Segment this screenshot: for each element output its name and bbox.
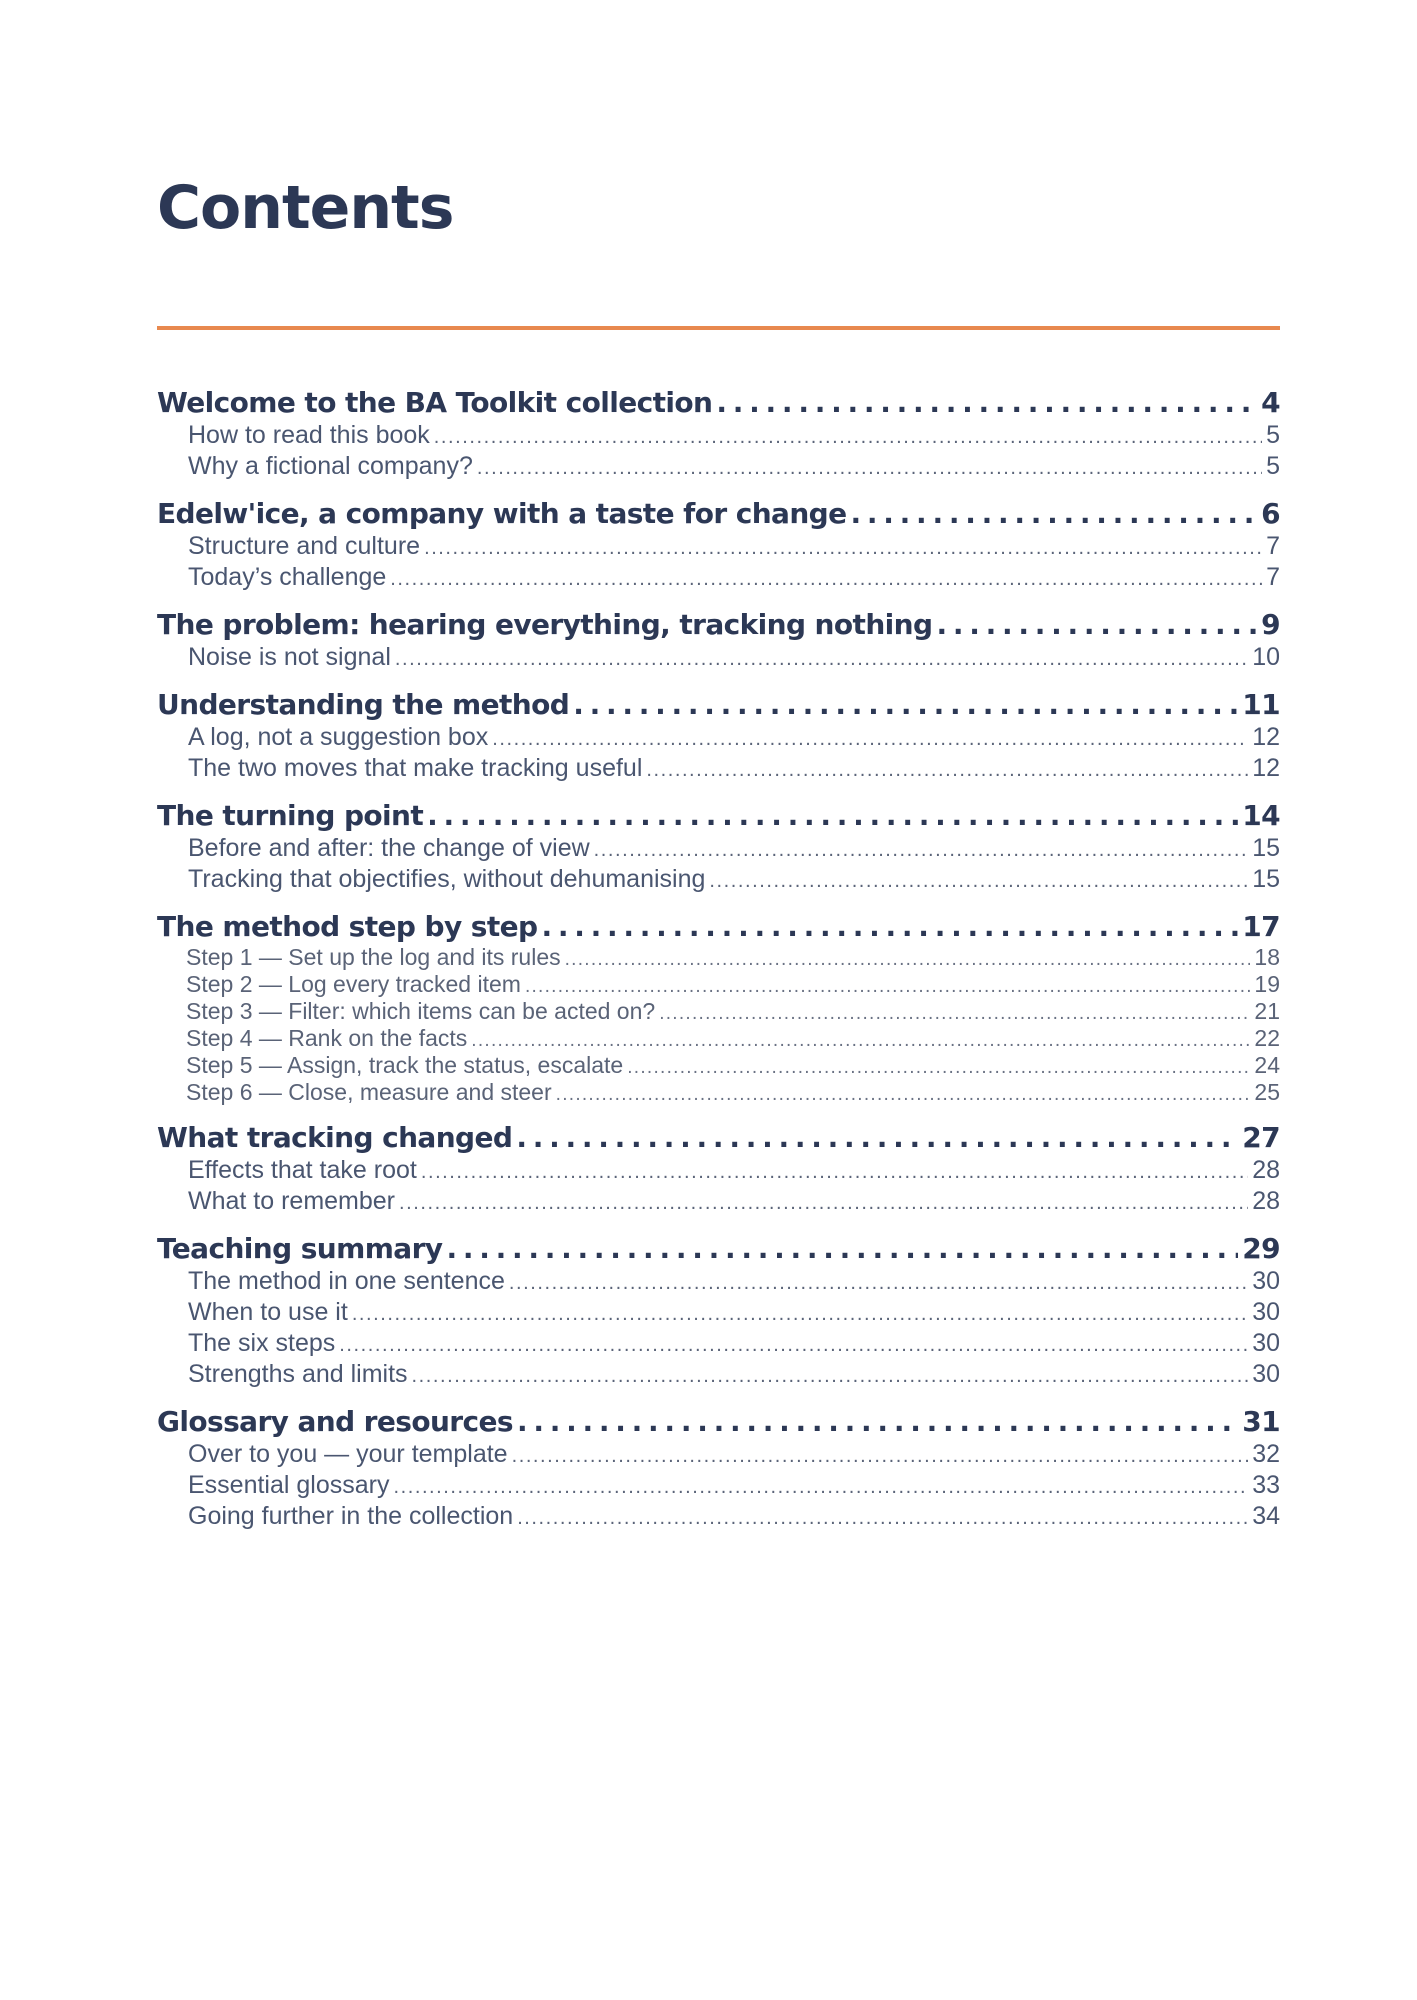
entry-title: The method in one sentence: [188, 1267, 505, 1295]
toc-entry[interactable]: [157, 1471, 1280, 1502]
entry-title: Essential glossary: [188, 1471, 390, 1499]
toc-entry[interactable]: [157, 563, 1280, 594]
dot-leader: [565, 947, 1251, 972]
dot-leader: [434, 423, 1262, 452]
chapter-page-number: 11: [1242, 688, 1280, 721]
dot-leader: [936, 607, 1257, 643]
entry-title: Why a fictional company?: [188, 452, 473, 480]
dot-leader: [517, 1504, 1248, 1533]
entry-page-number: 28: [1252, 1156, 1280, 1184]
toc-section: [157, 909, 1280, 1107]
step-title: Step 5 — Assign, track the status, escalate: [186, 1053, 624, 1078]
chapter-page-number: 6: [1261, 497, 1280, 530]
entry-page-number: 7: [1266, 532, 1280, 560]
toc-entry[interactable]: [157, 865, 1280, 896]
chapter-page-number: 29: [1242, 1232, 1280, 1265]
dot-leader: [594, 836, 1249, 865]
chapter-title: The turning point: [157, 799, 424, 832]
step-title: Step 1 — Set up the log and its rules: [186, 945, 561, 970]
dot-leader: [471, 1028, 1250, 1053]
dot-leader: [390, 565, 1262, 594]
toc-chapter[interactable]: [157, 1404, 1280, 1440]
toc-chapter[interactable]: [157, 496, 1280, 532]
entry-page-number: 15: [1252, 865, 1280, 893]
toc-step-entry[interactable]: [157, 972, 1280, 999]
toc-entry[interactable]: [157, 1156, 1280, 1187]
toc-entry[interactable]: [157, 1329, 1280, 1360]
dot-leader: [516, 1120, 1238, 1156]
entry-page-number: 30: [1252, 1329, 1280, 1357]
toc-entry[interactable]: [157, 834, 1280, 865]
chapter-title: Understanding the method: [157, 688, 570, 721]
toc-section: [157, 687, 1280, 785]
chapter-page-number: 17: [1242, 910, 1280, 943]
chapter-title: Glossary and resources: [157, 1405, 513, 1438]
entry-page-number: 12: [1252, 754, 1280, 782]
step-title: Step 4 — Rank on the facts: [186, 1026, 468, 1051]
toc-entry[interactable]: [157, 1440, 1280, 1471]
entry-page-number: 10: [1252, 643, 1280, 671]
toc-section: [157, 1120, 1280, 1218]
dot-leader: [573, 687, 1238, 723]
dot-leader: [659, 1001, 1250, 1026]
toc-section: [157, 607, 1280, 674]
chapter-title: Welcome to the BA Toolkit collection: [157, 386, 713, 419]
dot-leader: [339, 1331, 1248, 1360]
step-title: Step 2 — Log every tracked item: [186, 972, 521, 997]
entry-page-number: 30: [1252, 1360, 1280, 1388]
step-title: Step 3 — Filter: which items can be acted on?: [186, 999, 656, 1024]
toc-chapter[interactable]: [157, 385, 1280, 421]
dot-leader: [424, 534, 1262, 563]
entry-title: When to use it: [188, 1298, 348, 1326]
chapter-page-number: 27: [1242, 1121, 1280, 1154]
toc-entry[interactable]: [157, 1502, 1280, 1533]
toc-entry[interactable]: [157, 1360, 1280, 1391]
dot-leader: [352, 1300, 1248, 1329]
entry-page-number: 33: [1252, 1471, 1280, 1499]
toc-section: [157, 1404, 1280, 1533]
toc-entry[interactable]: [157, 452, 1280, 483]
step-title: Step 6 — Close, measure and steer: [186, 1080, 552, 1105]
entry-title: Strengths and limits: [188, 1360, 408, 1388]
entry-title: Effects that take root: [188, 1156, 417, 1184]
dot-leader: [427, 798, 1238, 834]
toc-step-entry[interactable]: [157, 945, 1280, 972]
entry-title: The six steps: [188, 1329, 336, 1357]
entry-page-number: 5: [1266, 452, 1280, 480]
toc-entry[interactable]: [157, 723, 1280, 754]
toc-entry[interactable]: [157, 532, 1280, 563]
entry-title: Before and after: the change of view: [188, 834, 590, 862]
toc-entry[interactable]: [157, 754, 1280, 785]
entry-title: The two moves that make tracking useful: [188, 754, 643, 782]
entry-page-number: 28: [1252, 1187, 1280, 1215]
toc-chapter[interactable]: [157, 909, 1280, 945]
dot-leader: [412, 1362, 1249, 1391]
dot-leader: [421, 1158, 1248, 1187]
chapter-page-number: 31: [1242, 1405, 1280, 1438]
dot-leader: [446, 1231, 1238, 1267]
toc-chapter[interactable]: [157, 1120, 1280, 1156]
entry-page-number: 5: [1266, 421, 1280, 449]
toc-chapter[interactable]: [157, 798, 1280, 834]
entry-title: Noise is not signal: [188, 643, 391, 671]
step-page-number: 24: [1254, 1053, 1280, 1078]
entry-title: Today’s challenge: [188, 563, 387, 591]
dot-leader: [509, 1269, 1248, 1298]
toc-section: [157, 385, 1280, 483]
dot-leader: [477, 454, 1262, 483]
dot-leader: [399, 1189, 1248, 1218]
toc-chapter[interactable]: [157, 607, 1280, 643]
entry-page-number: 15: [1252, 834, 1280, 862]
dot-leader: [512, 1442, 1249, 1471]
entry-page-number: 34: [1252, 1502, 1280, 1530]
toc-section: [157, 496, 1280, 594]
dot-leader: [393, 1473, 1248, 1502]
chapter-title: Teaching summary: [157, 1232, 443, 1265]
chapter-title: What tracking changed: [157, 1121, 513, 1154]
entry-title: Going further in the collection: [188, 1502, 514, 1530]
dot-leader: [716, 385, 1257, 421]
dot-leader: [627, 1055, 1250, 1080]
step-page-number: 19: [1254, 972, 1280, 997]
entry-title: Structure and culture: [188, 532, 421, 560]
dot-leader: [851, 496, 1258, 532]
entry-page-number: 32: [1252, 1440, 1280, 1468]
step-page-number: 21: [1254, 999, 1280, 1024]
toc-entry[interactable]: [157, 1267, 1280, 1298]
entry-title: Tracking that objectifies, without dehumanising: [188, 865, 706, 893]
toc-entry[interactable]: [157, 421, 1280, 452]
step-page-number: 18: [1254, 945, 1280, 970]
dot-leader: [492, 725, 1248, 754]
chapter-page-number: 14: [1242, 799, 1280, 832]
step-page-number: 22: [1254, 1026, 1280, 1051]
toc-chapter[interactable]: [157, 1231, 1280, 1267]
entry-title: Over to you — your template: [188, 1440, 508, 1468]
toc-section: [157, 798, 1280, 896]
toc-entry[interactable]: [157, 643, 1280, 674]
entry-page-number: 12: [1252, 723, 1280, 751]
step-page-number: 25: [1254, 1080, 1280, 1105]
page-title: Contents: [157, 173, 454, 243]
entry-title: A log, not a suggestion box: [188, 723, 489, 751]
title-divider: [157, 326, 1280, 330]
chapter-page-number: 4: [1261, 386, 1280, 419]
table-of-contents: [157, 385, 1280, 1546]
toc-chapter[interactable]: [157, 687, 1280, 723]
chapter-title: The problem: hearing everything, tracking nothing: [157, 608, 933, 641]
dot-leader: [541, 909, 1238, 945]
toc-entry[interactable]: [157, 1298, 1280, 1329]
entry-page-number: 7: [1266, 563, 1280, 591]
toc-step-entry[interactable]: [157, 1053, 1280, 1080]
dot-leader: [395, 645, 1248, 674]
chapter-title: The method step by step: [157, 910, 538, 943]
toc-step-entry[interactable]: [157, 999, 1280, 1026]
dot-leader: [556, 1082, 1251, 1107]
chapter-page-number: 9: [1261, 608, 1280, 641]
entry-title: How to read this book: [188, 421, 430, 449]
entry-page-number: 30: [1252, 1267, 1280, 1295]
toc-section: [157, 1231, 1280, 1391]
dot-leader: [646, 756, 1248, 785]
dot-leader: [525, 974, 1250, 999]
toc-entry[interactable]: [157, 1187, 1280, 1218]
toc-step-entry[interactable]: [157, 1080, 1280, 1107]
dot-leader: [517, 1404, 1238, 1440]
entry-page-number: 30: [1252, 1298, 1280, 1326]
chapter-title: Edelw'ice, a company with a taste for change: [157, 497, 847, 530]
entry-title: What to remember: [188, 1187, 396, 1215]
dot-leader: [709, 867, 1248, 896]
toc-step-entry[interactable]: [157, 1026, 1280, 1053]
